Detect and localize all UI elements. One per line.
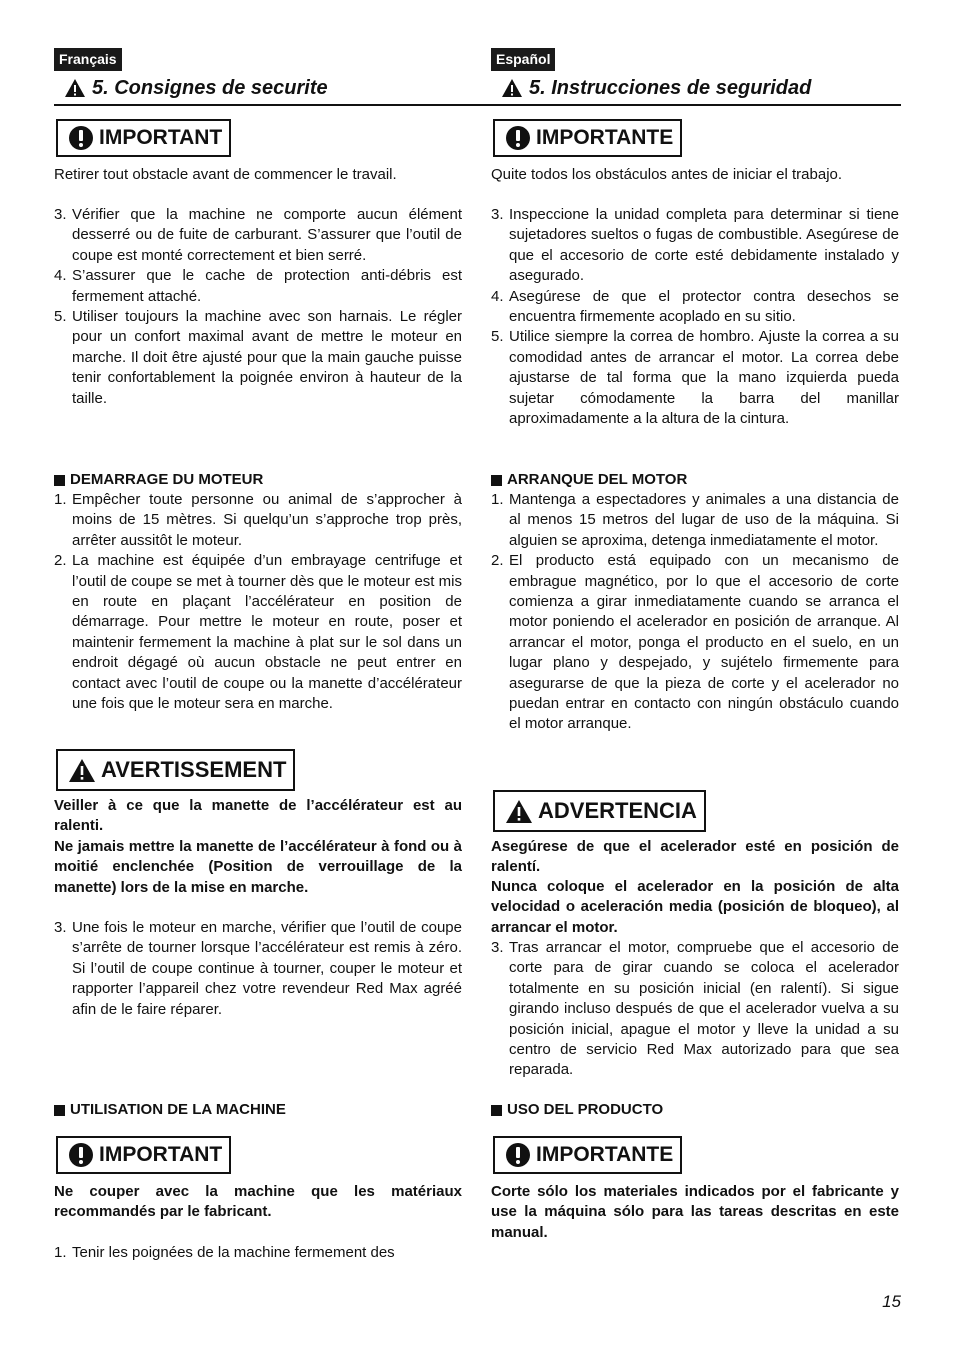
bullet-square-icon xyxy=(491,475,502,486)
list-item: 4. S’assurer que le cache de protection anti-débris est fermement attaché. xyxy=(54,267,462,305)
warning-text-2: Nunca coloque el acelerador en la posición de alta velocidad o aceleración media (posición de bloqueo), al arrancar el motor. xyxy=(491,878,899,936)
subheading-use: USO DEL PRODUCTO xyxy=(491,1100,899,1120)
list-b xyxy=(491,490,899,735)
bullet-square-icon xyxy=(491,1105,502,1116)
list-item: 1. Mantenga a espectadores y animales a una distancia de al menos 15 metros del lugar de uso de la máquina. Si alguien se aproxima, detenga inmediatamente el motor. xyxy=(491,491,899,549)
list-item: 3. Inspeccione la unidad completa para determinar si tiene sujetadores sueltos o fugas de combustible. Asegúrese de que el accesorio de corte esté debidamente instalado y asegurado. xyxy=(491,206,899,285)
warning-triangle-icon xyxy=(68,758,96,783)
list-b xyxy=(54,490,462,714)
warning-triangle-icon xyxy=(505,799,533,824)
warning-triangle-icon xyxy=(501,78,523,98)
important-text-2: Ne couper avec la machine que les matériaux recommandés par le fabricant. xyxy=(54,1183,462,1221)
language-tab: Español xyxy=(491,48,555,71)
list-a xyxy=(54,205,462,409)
important-text-2: Corte sólo los materiales indicados por el fabricante y use la máquina sólo para las tareas descritas en este manual. xyxy=(491,1183,899,1241)
list-item: 1. Tenir les poignées de la machine fermement des xyxy=(54,1244,395,1261)
list-item: 3. Vérifier que la machine ne comporte aucun élément desserré ou de fuite de carburant. S’assurer que l’outil de coupe est monté correctement et bien serré. xyxy=(54,206,462,264)
page-number: 15 xyxy=(882,1292,901,1311)
column-french xyxy=(54,0,462,1348)
language-tab: Français xyxy=(54,48,122,71)
warning-text-1: Veiller à ce que la manette de l’accélérateur est au ralenti. xyxy=(54,797,462,835)
column-spanish xyxy=(491,0,899,1348)
subheading-use: UTILISATION DE LA MACHINE xyxy=(54,1100,462,1120)
exclamation-icon xyxy=(505,1142,531,1168)
warning-box: ADVERTENCIA xyxy=(493,790,706,832)
intro-text: Quite todos los obstáculos antes de iniciar el trabajo. xyxy=(491,166,843,183)
bullet-square-icon xyxy=(54,1105,65,1116)
list-item: 5. Utiliser toujours la machine avec son harnais. Le régler pour un confort maximal avant de mettre le moteur en marche. Il doit être ajusté pour que la main gauche puisse tenir confortablement la poignée environ à hauteur de la taille. xyxy=(54,308,462,407)
list-c xyxy=(54,918,462,1020)
important-box: IMPORTANT xyxy=(56,119,231,157)
section-title: 5. Consignes de securite xyxy=(54,75,328,101)
exclamation-icon xyxy=(68,125,94,151)
exclamation-icon xyxy=(68,1142,94,1168)
bullet-square-icon xyxy=(54,475,65,486)
list-item: 2. La machine est équipée d’un embrayage centrifuge et l’outil de coupe se met à tourner dès que le moteur est mis en route en plaçant l’accélérateur en position de démarrage. Pour mettre le moteur en route, poser et maintenir fermement la machine à plat sur le sol dans un endroit dégagé où aucun obstacle ne peut entrer en contact avec l’outil de coupe ou la manette d’accélérateur une fois que le moteur sera en marche. xyxy=(54,552,462,713)
important-box: IMPORTANTE xyxy=(493,119,682,157)
list-item: 5. Utilice siempre la correa de hombro. Ajuste la correa a su comodidad antes de arrancar el motor. La correa debe ajustarse de tal forma que la mano izquierda pueda sujetar cómodamente la barra del manillar aproximadamente a la altura de la cintura. xyxy=(491,328,899,428)
list-c xyxy=(491,938,899,1081)
important-box-2: IMPORTANT xyxy=(56,1136,231,1174)
subheading-start: ARRANQUE DEL MOTOR xyxy=(491,470,899,490)
warning-box: AVERTISSEMENT xyxy=(56,749,295,791)
subheading-start: DEMARRAGE DU MOTEUR xyxy=(54,470,462,490)
exclamation-icon xyxy=(505,125,531,151)
list-item: 1. Empêcher toute personne ou animal de s’approcher à moins de 15 mètres. Si quelqu’un s’approche trop près, arrêter aussitôt le moteur. xyxy=(54,491,462,549)
warning-triangle-icon xyxy=(64,78,86,98)
list-d xyxy=(54,1243,462,1263)
list-item: 3. Tras arrancar el motor, compruebe que el accesorio de corte para de girar cuando se coloca el acelerador totalmente en su posición inicial (en ralentí). Si sigue girando incluso después de que el acelerador vuelva a su posición inicial, apague el motor y lleve la unidad a su centro de servicio Red Max autorizado para que sea reparada. xyxy=(491,939,899,1079)
list-a xyxy=(491,205,899,429)
list-item: 2. El producto está equipado con un mecanismo de embrague magnético, por lo que el accesorio de corte comienza a girar inmediatamente cuando se arranca el motor poniendo el acelerador en posición de arranque. Al arrancar el motor, ponga el producto en el suelo, en un lugar plano y despejado, y sujételo firmemente para asegurarse de que la pieza de corte y el acelerador no puedan entrar en contacto con ningún obstáculo cuando el motor arranque. xyxy=(491,552,899,733)
list-item: 4. Asegúrese de que el protector contra desechos se encuentra firmemente acoplado en su sitio. xyxy=(491,287,899,326)
list-item: 3. Une fois le moteur en marche, vérifier que l’outil de coupe s’arrête de tourner lorsque l’accélérateur est remis à zéro. Si l’outil de coupe continue à tourner, couper le moteur et rapporter l’appareil chez votre revendeur Red Max agréé afin de le faire réparer. xyxy=(54,919,462,1018)
intro-text: Retirer tout obstacle avant de commencer le travail. xyxy=(54,166,397,183)
warning-text-1: Asegúrese de que el acelerador esté en posición de ralentí. xyxy=(491,838,899,876)
important-box-2: IMPORTANTE xyxy=(493,1136,682,1174)
section-title: 5. Instrucciones de seguridad xyxy=(491,75,811,101)
warning-text-2: Ne jamais mettre la manette de l’accélérateur à fond ou à moitié enclenchée (Position de verrouillage de la manette) lors de la mise en marche. xyxy=(54,838,462,896)
